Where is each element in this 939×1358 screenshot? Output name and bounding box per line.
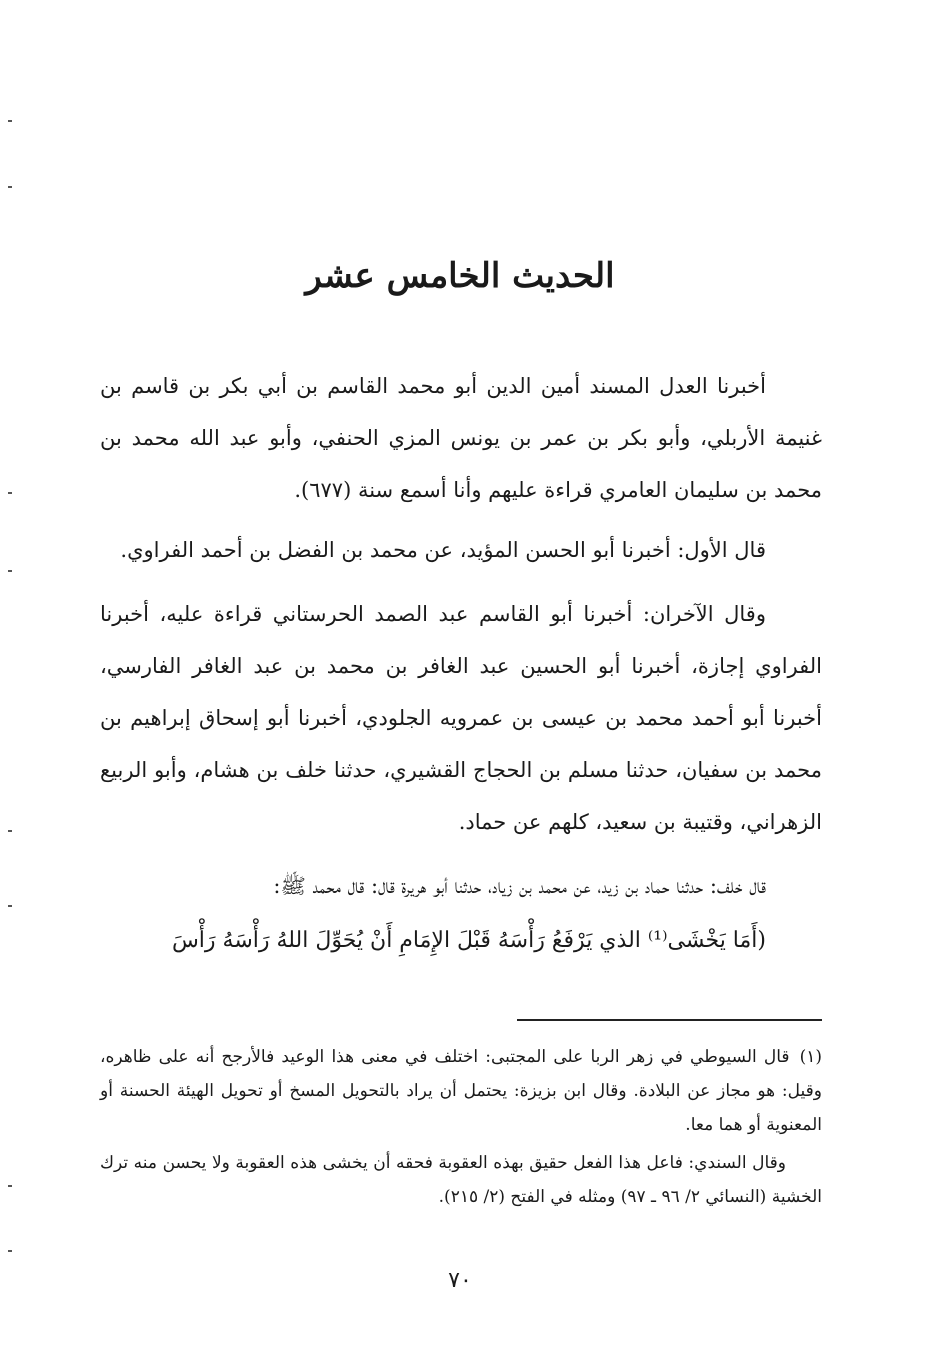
footnote-1 (100, 1040, 822, 1142)
footnote-1-text: قال السيوطي في زهر الربا على المجتبى: اختلف في معنى هذا الوعيد فالأرجح أنه على ظاهره، وقيل: هو مجاز عن البلادة. وقال ابن بزيزة: يحتمل أن يراد بالتحويل المسخ أو تحويل الهيئة الحسنة أو المعنوية أو هما معا. (100, 1047, 822, 1135)
margin-mark (8, 492, 12, 494)
page-number: ٧٠ (448, 1268, 472, 1293)
paragraph-isnad-3: وقال الآخران: أخبرنا أبو القاسم عبد الصمد الحرستاني قراءة عليه، أخبرنا الفراوي إجازة، أخبرنا أبو الحسين عبد الغافر بن محمد بن عبد الغافر الفارسي، أخبرنا أبو أحمد محمد بن عيسى بن عمرويه الجلودي، أخبرنا أبو إسحاق إبراهيم بن محمد بن سفيان، حدثنا مسلم بن الحجاج القشيري، حدثنا خلف بن هشام، وأبو الربيع الزهراني، وقتيبة بن سعيد، كلهم عن حماد. (100, 602, 822, 834)
footnote-number: (١) (799, 1047, 822, 1067)
margin-mark (8, 120, 12, 122)
margin-mark (8, 1185, 12, 1187)
margin-mark (8, 186, 12, 188)
hadith-text: (أَمَا يَخْشَى⁽¹⁾ الذي يَرْفَعُ رَأْسَهُ قَبْلَ الإِمَامِ أَنْ يُحَوِّلَ اللهُ رَأْسَهُ رَأْسَ (171, 928, 766, 953)
main-text (100, 360, 822, 970)
paragraph-isnad-4: قال خلف: حدثنا حماد بن زيد، عن محمد بن زياد، حدثنا أبو هريرة قال: قال محمد ﷺ: (273, 874, 766, 898)
footnote-divider (517, 1019, 822, 1021)
margin-mark (8, 905, 12, 907)
paragraph-isnad-2: قال الأول: أخبرنا أبو الحسن المؤيد، عن محمد بن الفضل بن أحمد الفراوي. (120, 538, 766, 562)
footnotes (100, 1040, 822, 1214)
paragraph-isnad-1: أخبرنا العدل المسند أمين الدين أبو محمد القاسم بن أبي بكر بن قاسم بن غنيمة الأربلي، وأبو بكر بن عمر بن يونس المزي الحنفي، وأبو عبد الله محمد بن محمد بن سليمان العامري قراءة عليهم وأنا أسمع سنة (٦٧٧). (100, 374, 822, 502)
margin-mark (8, 1250, 12, 1252)
page-title: الحديث الخامس عشر (305, 255, 615, 296)
margin-mark (8, 570, 12, 572)
footnote-1-continued: وقال السندي: فاعل هذا الفعل حقيق بهذه العقوبة فحقه أن يخشى هذه العقوبة ولا يحسن منه ترك الخشية (النسائي ٢/ ٩٦ ـ ٩٧) ومثله في الفتح (٢/ ٢١٥). (100, 1153, 822, 1207)
margin-mark (8, 830, 12, 832)
